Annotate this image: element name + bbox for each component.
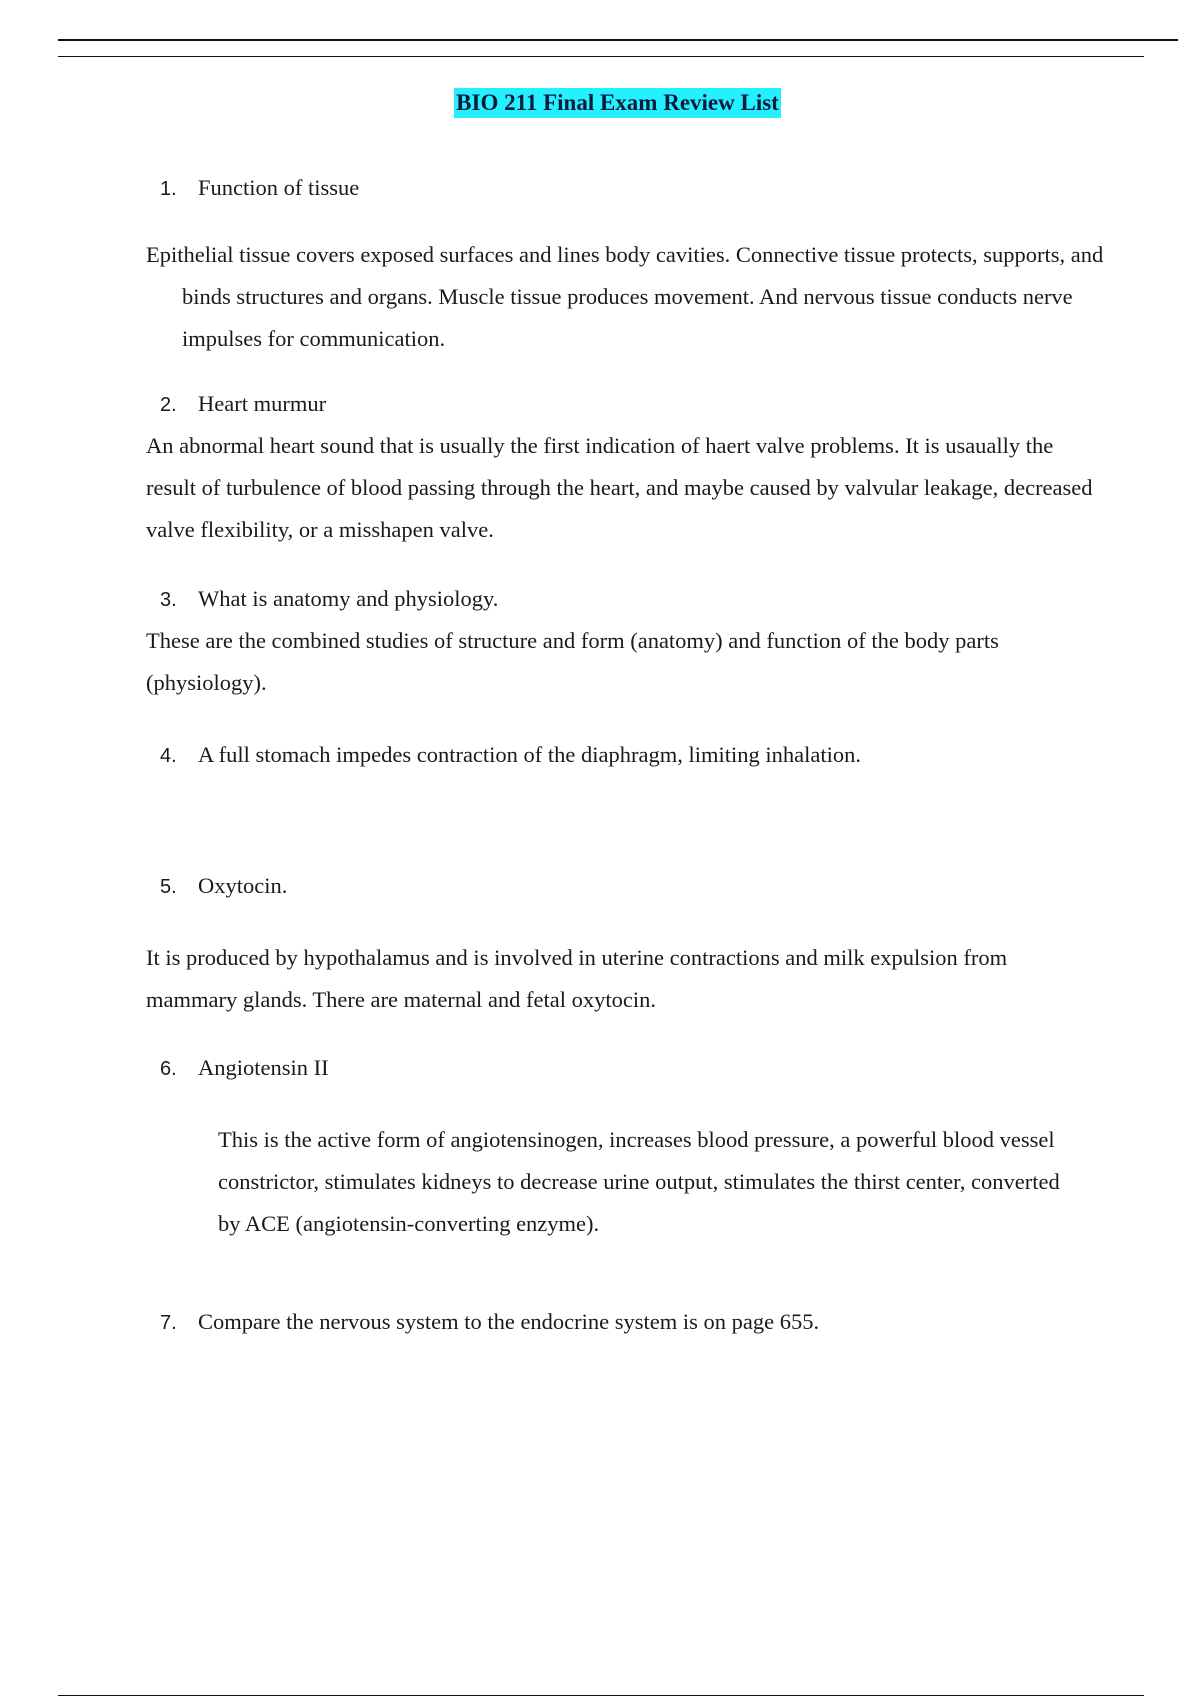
answer-5: It is produced by hypothalamus and is involved in uterine contractions and milk expulsion from mammary glands. There are maternal and fetal oxytocin. (146, 945, 1008, 1012)
bottom-rule (58, 1695, 1144, 1696)
question-number: 5. (160, 876, 177, 898)
answer-3: These are the combined studies of structure and form (anatomy) and function of the body parts (physiology). (146, 628, 999, 695)
answer-2: An abnormal heart sound that is usually the first indication of haert valve problems. It is usaually the result of turbulence of blood passing through the heart, and maybe caused by valvular leakage, decreased valve flexibility, or a misshapen valve. (146, 433, 1093, 542)
question-text: Function of tissue (198, 175, 360, 200)
answer-1: Epithelial tissue covers exposed surfaces and lines body cavities. Connective tissue protects, supports, and binds structures and organs. Muscle tissue produces movement. And nervous tissue conducts nerve impulses for communication. (146, 242, 1104, 351)
top-rule-primary (58, 39, 1178, 41)
question-text: What is anatomy and physiology. (198, 586, 499, 611)
question-number: 4. (160, 745, 177, 767)
question-7 (160, 1307, 819, 1338)
question-number: 1. (160, 178, 177, 200)
question-1 (160, 173, 359, 204)
question-text: Heart murmur (198, 391, 327, 416)
question-5 (160, 871, 287, 902)
title-container (0, 88, 1200, 118)
question-number: 3. (160, 589, 177, 611)
question-6 (160, 1053, 329, 1084)
question-2 (160, 389, 326, 420)
question-text: Compare the nervous system to the endocrine system is on page 655. (198, 1309, 820, 1334)
document-title: BIO 211 Final Exam Review List (454, 88, 781, 118)
question-text: A full stomach impedes contraction of the diaphragm, limiting inhalation. (198, 742, 861, 767)
question-number: 2. (160, 394, 177, 416)
question-text: Angiotensin II (198, 1055, 329, 1080)
question-4 (160, 740, 861, 771)
question-number: 7. (160, 1312, 177, 1334)
question-text: Oxytocin. (198, 873, 288, 898)
question-3 (160, 584, 498, 615)
question-number: 6. (160, 1058, 177, 1080)
top-rule-secondary (58, 56, 1144, 57)
answer-6: This is the active form of angiotensinogen, increases blood pressure, a powerful blood vessel constrictor, stimulates kidneys to decrease urine output, stimulates the thirst center, converted by ACE (angiotensin-converting enzyme). (218, 1127, 1060, 1236)
